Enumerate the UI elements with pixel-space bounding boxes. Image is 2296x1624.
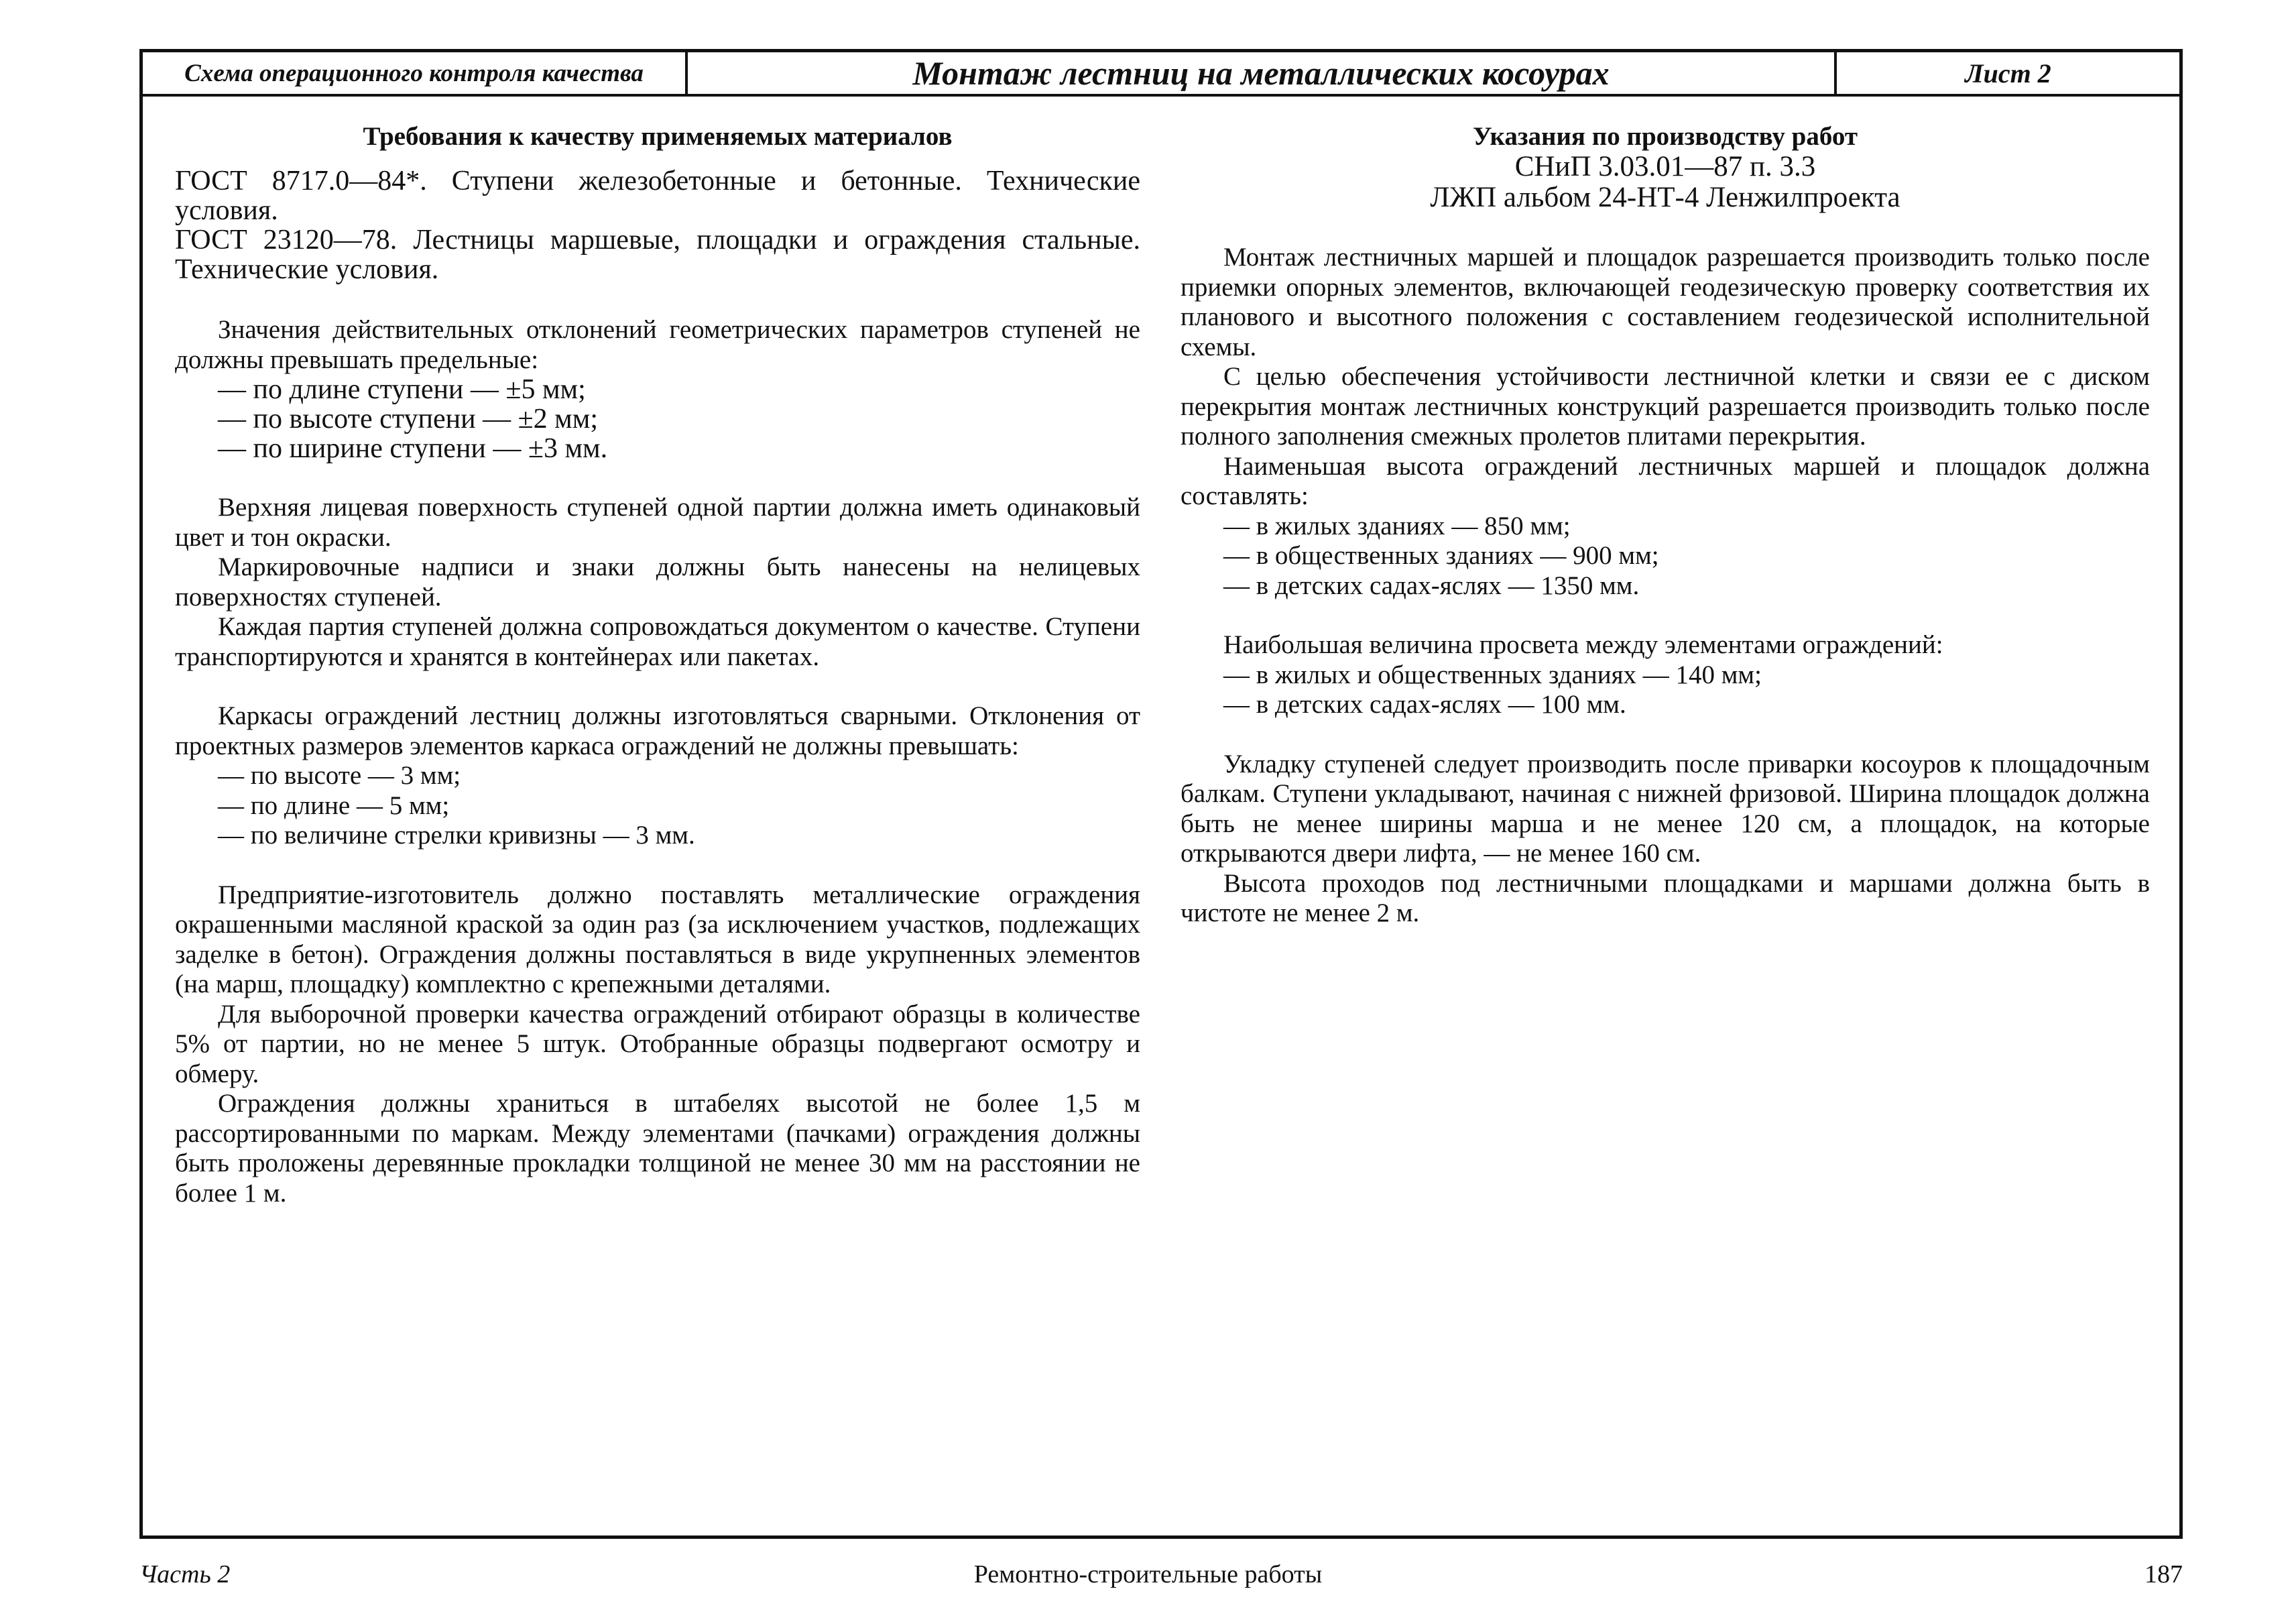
list-item: — по длине — 5 мм; xyxy=(175,791,1140,821)
frames-deviations-intro: Каркасы ограждений лестниц должны изготовляться сварными. Отклонения от проектных размеров элементов каркаса ограждений не должны превышать: xyxy=(175,701,1140,760)
album-reference: ЛЖП альбом 24-НТ-4 Ленжилпроекта xyxy=(1430,182,1900,213)
gost-stairs: ГОСТ 23120—78. Лестницы маршевые, площадки и ограждения стальные. Технические условия. xyxy=(175,225,1140,285)
header-table xyxy=(143,52,2179,97)
list-item: — по длине ступени — ±5 мм; xyxy=(175,375,1140,404)
frames-deviations-list xyxy=(175,761,1140,851)
surface-paragraph: Верхняя лицевая поверхность ступеней одной партии должна иметь одинаковый цвет и тон окраски. xyxy=(175,493,1140,552)
materials-section-title: Требования к качеству применяемых материалов xyxy=(363,122,953,151)
list-item: — в общественных зданиях — 900 мм; xyxy=(1181,541,2150,571)
snip-reference: СНиП 3.03.01—87 п. 3.3 xyxy=(1514,151,1816,182)
railing-height-intro: Наименьшая высота ограждений лестничных маршей и площадок должна составлять: xyxy=(1181,451,2150,510)
header-sheet-number: Лист 2 xyxy=(1965,58,2051,89)
step-deviations-intro: Значения действительных отклонений геометрических параметров ступеней не должны превышать предельные: xyxy=(175,315,1140,374)
footer-part: Часть 2 xyxy=(139,1560,231,1588)
batch-paragraph: Каждая партия ступеней должна сопровождаться документом о качестве. Ступени транспортируются и хранятся в контейнерах или пакетах. xyxy=(175,612,1140,671)
list-item: — по высоте ступени — ±2 мм; xyxy=(175,404,1140,434)
list-item: — в жилых зданиях — 850 мм; xyxy=(1181,512,2150,542)
supply-paragraph: Предприятие-изготовитель должно поставлять металлические ограждения окрашенными масляной краской за один раз (за исключением участков, подлежащих заделке в бетон). Ограждения должны поставляться в виде укрупненных элементов (на марш, площадку) комплектно с крепежными деталями. xyxy=(175,880,1140,998)
footer-section-title: Ремонтно-строительные работы xyxy=(973,1560,1323,1588)
step-deviations-list xyxy=(175,375,1140,463)
railing-height-list xyxy=(1181,512,2150,601)
railing-gap-intro: Наибольшая величина просвета между элементами ограждений: xyxy=(1223,630,1943,659)
header-document-title: Монтаж лестниц на металлических косоурах xyxy=(688,52,1837,94)
storage-paragraph: Ограждения должны храниться в штабелях высотой не более 1,5 м рассортированными по маркам. Между элементами (пачками) ограждения должны быть проложены деревянные прокладки толщиной не менее 30 мм на расстоянии не более 1 м. xyxy=(175,1089,1140,1208)
instructions-section-title: Указания по производству работ xyxy=(1473,122,1858,151)
railing-gap-list xyxy=(1181,660,2150,720)
steps-laying-paragraph: Укладку ступеней следует производить после приварки косоуров к площадочным балкам. Ступени укладывают, начиная с нижней фризовой. Ширина площадок должна быть не менее ширины марша и не менее 120 см, а площадок, на которые открываются двери лифта, — не менее 160 см. xyxy=(1181,749,2150,868)
list-item: — в детских садах-яслях — 1350 мм. xyxy=(1181,571,2150,601)
sampling-paragraph: Для выборочной проверки качества ограждений отбирают образцы в количестве 5% от партии, но не менее 5 штук. Отобранные образцы подвергают осмотру и обмеру. xyxy=(175,999,1140,1088)
installation-paragraph: Монтаж лестничных маршей и площадок разрешается производить только после приемки опорных элементов, включающей геодезическую проверку соответствия их планового и высотного положения с составлением геодезической исполнительной схемы. xyxy=(1181,243,2150,361)
materials-requirements-column xyxy=(175,122,1140,1208)
stability-paragraph: С целью обеспечения устойчивости лестничной клетки и связи ее с диском перекрытия монтаж лестничных конструкций разрешается производить только после полного заполнения смежных пролетов плитами перекрытия. xyxy=(1181,362,2150,451)
list-item: — в детских садах-яслях — 100 мм. xyxy=(1181,690,2150,720)
gost-steps: ГОСТ 8717.0—84*. Ступени железобетонные и бетонные. Технические условия. xyxy=(175,166,1140,226)
page-frame xyxy=(139,49,2183,1539)
page-number: 187 xyxy=(2144,1560,2183,1588)
list-item: — по ширине ступени — ±3 мм. xyxy=(175,434,1140,463)
passages-paragraph: Высота проходов под лестничными площадками и маршами должна быть в чистоте не менее 2 м. xyxy=(1181,868,2150,927)
header-scheme-title: Схема операционного контроля качества xyxy=(143,52,688,94)
list-item: — по величине стрелки кривизны — 3 мм. xyxy=(175,821,1140,851)
list-item: — по высоте — 3 мм; xyxy=(175,761,1140,791)
work-instructions-column xyxy=(1181,122,2150,929)
marking-paragraph: Маркировочные надписи и знаки должны быть нанесены на нелицевых поверхностях ступеней. xyxy=(175,553,1140,612)
list-item: — в жилых и общественных зданиях — 140 мм; xyxy=(1181,660,2150,691)
